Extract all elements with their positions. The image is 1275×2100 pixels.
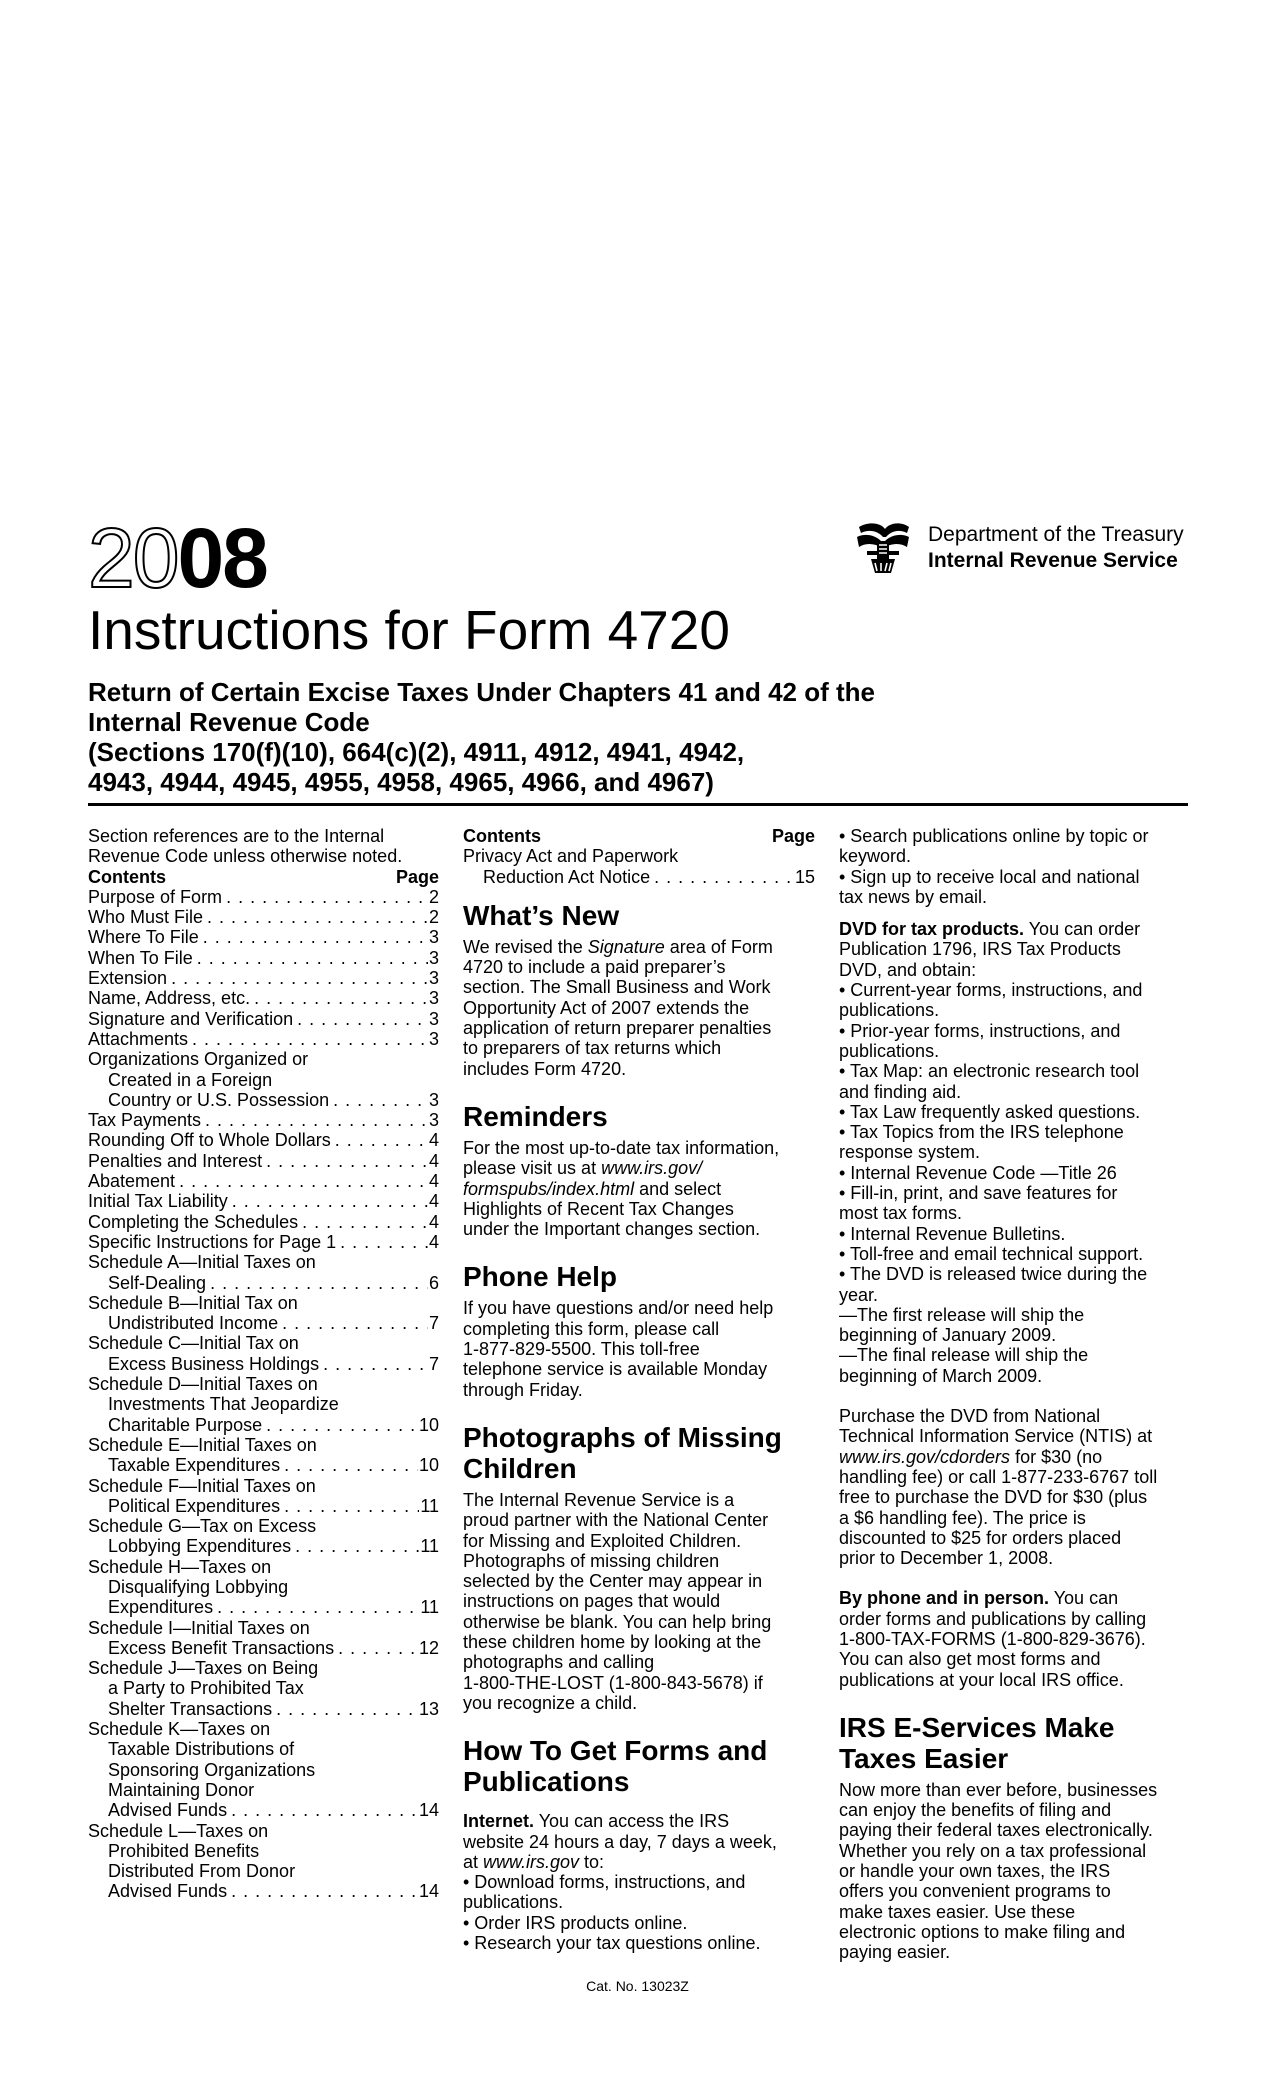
dept-line-2: Internal Revenue Service [928, 549, 1178, 572]
photographs-text [463, 1490, 815, 1713]
intro-text: Section references are to the Internal [88, 826, 385, 846]
toc-entry[interactable]: Purpose of Form . . . 2 [88, 887, 439, 907]
toc-entry: Schedule L—Taxes on [88, 1820, 269, 1841]
list-item: beginning of March 2009. [839, 1365, 1043, 1386]
section-heading-phone-help: Phone Help [463, 1261, 618, 1293]
page-title: Instructions for Form 4720 [88, 599, 730, 661]
list-item: beginning of January 2009. [839, 1325, 1057, 1346]
subtitle [88, 677, 988, 797]
department-name [928, 522, 1184, 574]
column-2 [463, 826, 815, 1953]
whats-new-text: We revised the Signature area of Form 4720 to include a paid preparer’s section. The Small Business and Work Opportunity Act of 2007 extends the application of return preparer penalties to preparers of tax returns which includes Form 4720. [463, 937, 815, 1079]
toc-entry[interactable]: Advised Funds . . . 14 [88, 1800, 439, 1820]
toc-entry[interactable]: Lobbying Expenditures . . . 11 [88, 1536, 439, 1556]
toc-entry: Created in a Foreign [108, 1069, 273, 1090]
header-rule [88, 803, 1188, 806]
text-line: for Missing and Exploited Children. [463, 1530, 742, 1551]
toc-entry[interactable]: Rounding Off to Whole Dollars . . . 4 [88, 1130, 439, 1150]
internet-text: Internet. You can access the IRS website 24 hours a day, 7 days a week, at www.irs.gov to: • Download forms, instructions, and publications. • Order IRS products online. • Research your tax questions online. [463, 1811, 815, 1953]
section-heading-photographs: Photographs of Missing Children [463, 1421, 782, 1484]
text-line: free to purchase the DVD for $30 (plus [839, 1487, 1148, 1508]
text-line: handling fee) or call 1-877-233-6767 toll [839, 1466, 1158, 1487]
catalog-number: Cat. No. 13023Z [586, 1978, 689, 1994]
cdorders-link[interactable]: www.irs.gov/cdorders [839, 1446, 1011, 1467]
column-3 [839, 826, 1191, 1963]
toc-entry[interactable]: Expenditures . . . 11 [88, 1597, 439, 1617]
list-item: • Research your tax questions online. [463, 1932, 761, 1953]
toc-entry[interactable]: Political Expenditures . . . 11 [88, 1496, 439, 1516]
text-line: proud partner with the National Center [463, 1510, 769, 1531]
toc-entry: Investments That Jeopardize [108, 1394, 339, 1415]
toc-entry: Schedule C—Initial Tax on [88, 1333, 299, 1354]
purchase-text: Purchase the DVD from National Technical Information Service (NTIS) at www.irs.gov/cdorders for $30 (no handling fee) or call 1-877-233-6767 toll free to purchase the DVD for $30 (plus a $6 handling fee). The price is discounted to $25 for orders placed prior to December 1, 2008. [839, 1406, 1191, 1568]
toc-entry[interactable]: Self-Dealing . . . 6 [88, 1273, 439, 1293]
subtitle-line: Return of Certain Excise Taxes Under Chapters 41 and 42 of the [88, 677, 875, 707]
dvd-text: DVD for tax products. You can order Publication 1796, IRS Tax Products DVD, and obtain: • Current-year forms, instructions, and publications. • Prior-year forms, instructions, and publications. • Tax Map: an electronic research tool and finding aid. • Tax Law frequently asked questions. • Tax Topics from the IRS telephone response system. • Internal Revenue Code —Title 26 • Fill-in, print, and save features for most tax forms. • Internal Revenue Bulletins. • Toll-free and email technical support. • The DVD is released twice during the year. —The first release will ship the beginning of January 2009. —The final release will ship the beginning of March 2009. [839, 919, 1191, 1386]
section-heading-reminders: Reminders [463, 1100, 608, 1132]
text-line: otherwise be blank. You can help bring [463, 1611, 772, 1632]
text-line: Photographs of missing children [463, 1550, 720, 1571]
toc-entry: Schedule K—Taxes on [88, 1719, 271, 1740]
toc-entry: Schedule F—Initial Taxes on [88, 1475, 316, 1496]
text-line: paying easier. [839, 1942, 951, 1963]
irs-eagle-logo-icon [853, 519, 913, 577]
list-item: tax news by email. [839, 886, 988, 907]
text-line: The Internal Revenue Service is a [463, 1489, 735, 1510]
list-item: • Download forms, instructions, and [463, 1872, 746, 1893]
text-line: selected by the Center may appear in [463, 1571, 763, 1592]
list-item: publications. [463, 1892, 564, 1913]
toc-entry[interactable]: Name, Address, etc. . . . 3 [88, 988, 439, 1008]
list-item: —The first release will ship the [839, 1304, 1085, 1325]
toc-entry[interactable]: Extension . . . 3 [88, 968, 439, 988]
toc-list [88, 887, 439, 1049]
text-line: 1-800-THE-LOST (1-800-843-5678) if [463, 1672, 763, 1693]
toc-entry[interactable]: Where To File . . . 3 [88, 927, 439, 947]
toc-entry[interactable]: Taxable Expenditures . . . 10 [88, 1455, 439, 1475]
text-line: completing this form, please call [463, 1318, 720, 1339]
toc-entry: Schedule E—Initial Taxes on [88, 1434, 317, 1455]
toc-label: Contents [463, 826, 541, 846]
list-item: • Tax Law frequently asked questions. [839, 1101, 1141, 1122]
toc-entry: Schedule J—Taxes on Being [88, 1658, 319, 1679]
toc-entry: Organizations Organized or [88, 1049, 309, 1070]
list-item: publications. [839, 1040, 940, 1061]
list-item: • Prior-year forms, instructions, and [839, 1020, 1121, 1041]
list-item: keyword. [839, 846, 912, 867]
text-line: you recognize a child. [463, 1692, 638, 1713]
toc-entry: Schedule B—Initial Tax on [88, 1292, 298, 1313]
toc-entry: Sponsoring Organizations [108, 1759, 316, 1780]
section-heading-forms: How To Get Forms and Publications [463, 1735, 768, 1798]
toc-entry[interactable]: Tax Payments . . . 3 [88, 1110, 439, 1130]
toc-entry: a Party to Prohibited Tax [108, 1678, 304, 1699]
text-line: 1-800-TAX-FORMS (1-800-829-3676). [839, 1628, 1146, 1649]
list-item: • Internal Revenue Bulletins. [839, 1223, 1066, 1244]
list-item: • Order IRS products online. [463, 1912, 688, 1933]
text-line: includes Form 4720. [463, 1058, 627, 1079]
text-line: 4720 to include a paid preparer’s [463, 957, 726, 978]
subtitle-line: (Sections 170(f)(10), 664(c)(2), 4911, 4912, 4941, 4942, [88, 737, 745, 767]
toc-entry[interactable]: Penalties and Interest . . . 4 [88, 1151, 439, 1171]
text-line: DVD, and obtain: [839, 959, 977, 980]
text-line: You can also get most forms and [839, 1649, 1101, 1670]
list-item: and finding aid. [839, 1081, 962, 1102]
toc-entry: Prohibited Benefits [108, 1840, 260, 1861]
toc-entry[interactable]: Abatement . . . 4 [88, 1171, 439, 1191]
text-line: Whether you rely on a tax professional [839, 1840, 1147, 1861]
toc-entry[interactable]: Attachments . . . 3 [88, 1029, 439, 1049]
text-line: or handle your own taxes, the IRS [839, 1861, 1111, 1882]
irs-link[interactable]: www.irs.gov/ [601, 1158, 703, 1179]
intro-text: Revenue Code unless otherwise noted. [88, 846, 403, 867]
toc-entry: Disqualifying Lobbying [108, 1576, 289, 1597]
text-line: prior to December 1, 2008. [839, 1548, 1054, 1569]
toc-entry: Privacy Act and Paperwork [463, 846, 679, 867]
subtitle-line: Internal Revenue Code [88, 707, 370, 737]
toc-entry: Schedule I—Initial Taxes on [88, 1617, 310, 1638]
toc-page-label: Page [771, 826, 815, 846]
text-line: Now more than ever before, businesses [839, 1779, 1158, 1800]
section-heading-e-services: IRS E-Services Make Taxes Easier [839, 1711, 1115, 1774]
text-line: Publication 1796, IRS Tax Products [839, 939, 1121, 960]
text-line: through Friday. [463, 1379, 583, 1400]
text-line: electronic options to make filing and [839, 1921, 1126, 1942]
list-item: year. [839, 1284, 879, 1305]
phone-person-text: By phone and in person. You can order forms and publications by calling 1-800-TAX-FORMS (1-800-829-3676). You can also get most forms and publications at your local IRS office. [839, 1588, 1191, 1689]
toc-label: Contents [88, 866, 166, 887]
list-item: • Tax Map: an electronic research tool [839, 1061, 1140, 1082]
text-line: a $6 handling fee). The price is [839, 1507, 1086, 1528]
list-item: • Toll-free and email technical support. [839, 1243, 1144, 1264]
toc-entry[interactable]: Initial Tax Liability . . . 4 [88, 1191, 439, 1211]
toc-entry[interactable]: Reduction Act Notice . . . 15 [463, 867, 815, 887]
toc-entry: Schedule D—Initial Taxes on [88, 1374, 318, 1395]
list-item: most tax forms. [839, 1203, 963, 1224]
text-line: to preparers of tax returns which [463, 1038, 722, 1059]
dept-line-1: Department of the Treasury [928, 523, 1184, 546]
section-heading-whats-new: What’s New [463, 899, 620, 931]
text-line: paying their federal taxes electronically. [839, 1820, 1153, 1841]
toc-page-label: Page [395, 866, 439, 887]
toc-entry[interactable]: Advised Funds . . . 14 [88, 1881, 439, 1901]
text-line: can enjoy the benefits of filing and [839, 1800, 1112, 1821]
toc-entry[interactable]: Shelter Transactions . . . 13 [88, 1699, 439, 1719]
text-line: these children home by looking at the [463, 1632, 762, 1653]
text-line: make taxes easier. Use these [839, 1901, 1076, 1922]
list-item: • The DVD is released twice during the [839, 1264, 1148, 1285]
e-services-text [839, 1780, 1191, 1963]
list-item: publications. [839, 1000, 940, 1021]
toc-header [463, 826, 815, 846]
text-line: instructions on pages that would [463, 1591, 721, 1612]
text-line: photographs and calling [463, 1652, 655, 1673]
text-line: telephone service is available Monday [463, 1359, 768, 1380]
subtitle-line: 4943, 4944, 4945, 4955, 4958, 4965, 4966, and 4967) [88, 767, 714, 797]
toc-entry[interactable]: When To File . . . 3 [88, 948, 439, 968]
toc-entry[interactable]: Country or U.S. Possession . . . 3 [88, 1090, 439, 1110]
toc-entry: Schedule H—Taxes on [88, 1556, 272, 1577]
text-line: application of return preparer penalties [463, 1018, 772, 1039]
toc-entry: Schedule G—Tax on Excess [88, 1516, 317, 1537]
list-item: response system. [839, 1142, 981, 1163]
toc-entry: Schedule A—Initial Taxes on [88, 1252, 316, 1273]
year-outline: 20 [88, 511, 178, 605]
text-line: order forms and publications by calling [839, 1608, 1147, 1629]
toc-entry[interactable]: Undistributed Income . . . 7 [88, 1313, 439, 1333]
year-bold: 08 [177, 511, 267, 605]
toc-list [88, 1110, 439, 1252]
text-line: Opportunity Act of 2007 extends the [463, 997, 750, 1018]
irs-gov-link[interactable]: www.irs.gov [483, 1851, 580, 1872]
form-year [88, 511, 267, 605]
list-item: • Tax Topics from the IRS telephone [839, 1122, 1124, 1143]
column-1 [88, 826, 439, 1902]
text-line: If you have questions and/or need help [463, 1298, 774, 1319]
toc-header [88, 867, 439, 887]
toc-entry[interactable]: Completing the Schedules . . . 4 [88, 1212, 439, 1232]
toc-entry[interactable]: Excess Benefit Transactions . . . 12 [88, 1638, 439, 1658]
text-line: publications at your local IRS office. [839, 1669, 1124, 1690]
text-line: discounted to $25 for orders placed [839, 1527, 1122, 1548]
phone-help-text [463, 1298, 815, 1399]
reminders-text: For the most up-to-date tax information, please visit us at www.irs.gov/ formspubs/index.html and select Highlights of Recent Tax Changes under the Important changes section. [463, 1137, 780, 1240]
list-item: —The final release will ship the [839, 1345, 1089, 1366]
toc-entry[interactable]: Charitable Purpose . . . 10 [88, 1415, 439, 1435]
toc-entry[interactable]: Excess Business Holdings . . . 7 [88, 1354, 439, 1374]
list-item: • Internal Revenue Code —Title 26 [839, 1162, 1117, 1183]
list-item: • Current-year forms, instructions, and [839, 980, 1143, 1001]
text-line: 1-877-829-5500. This toll-free [463, 1339, 700, 1360]
toc-entry: Maintaining Donor [108, 1779, 255, 1800]
list-item: • Search publications online by topic or [839, 826, 1149, 846]
formspubs-link[interactable]: formspubs/index.html [463, 1178, 635, 1199]
text-line: section. The Small Business and Work [463, 977, 771, 998]
toc-entry[interactable]: Who Must File . . . 2 [88, 907, 439, 927]
toc-entry: Distributed From Donor [108, 1861, 296, 1882]
list-item: • Sign up to receive local and national [839, 866, 1140, 887]
text-line: offers you convenient programs to [839, 1881, 1111, 1902]
list-item: • Fill-in, print, and save features for [839, 1183, 1118, 1204]
toc-entry: Taxable Distributions of [108, 1739, 295, 1760]
toc-entry[interactable]: Specific Instructions for Page 1 . . . 4 [88, 1232, 439, 1252]
toc-entry[interactable]: Signature and Verification . . . 3 [88, 1009, 439, 1029]
